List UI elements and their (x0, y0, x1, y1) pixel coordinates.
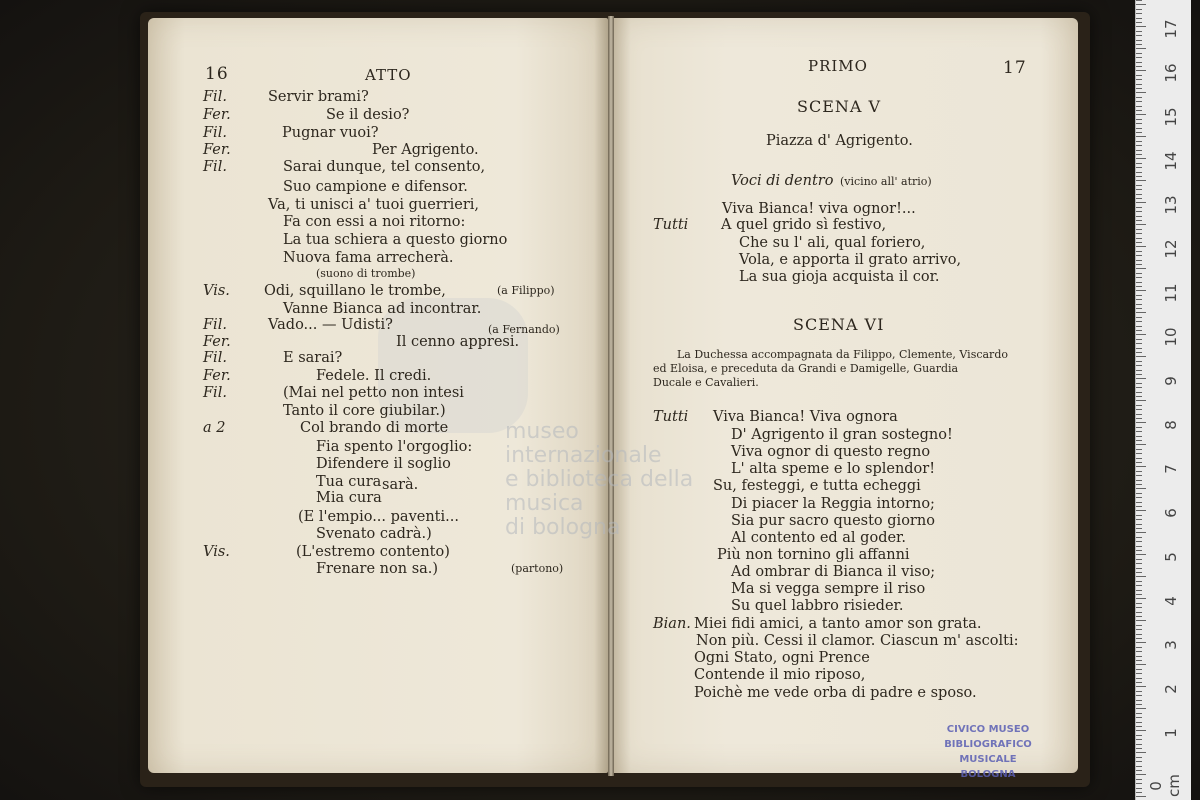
ruler-tick (1136, 88, 1142, 89)
verse-line: Odi, squillano le trombe, (264, 283, 446, 299)
ruler-tick (1136, 286, 1142, 287)
ruler-tick (1136, 757, 1142, 758)
ruler-tick (1136, 770, 1142, 771)
verse-line: Al contento ed al goder. (731, 530, 907, 546)
ruler-tick (1136, 739, 1142, 740)
verse-line: Svenato cadrà.) (316, 526, 432, 542)
ruler-tick (1136, 700, 1142, 701)
ruler-tick (1136, 682, 1142, 683)
ruler-tick (1136, 493, 1142, 494)
ruler-tick (1136, 172, 1142, 173)
verse-line: Fia spento l'orgoglio: (316, 439, 473, 455)
ruler-tick (1136, 462, 1142, 463)
ruler-tick (1136, 304, 1142, 305)
right-page-header: PRIMO (808, 57, 868, 75)
ruler-tick (1136, 664, 1146, 665)
ruler-number: 15 (1162, 107, 1180, 127)
ruler-tick (1136, 31, 1142, 32)
ruler-tick (1136, 409, 1142, 410)
ruler-tick (1136, 79, 1142, 80)
ruler-tick (1136, 427, 1142, 428)
scena-vi-desc-2: ed Eloisa, e preceduta da Grandi e Damigelle, Guardia (653, 362, 959, 375)
ruler-tick (1136, 106, 1142, 107)
ruler-tick (1136, 695, 1142, 696)
ruler-tick (1136, 629, 1142, 630)
ruler-number: 1 (1162, 728, 1180, 738)
ruler-tick (1136, 708, 1146, 709)
ruler-tick (1136, 541, 1142, 542)
ruler-tick (1136, 114, 1146, 115)
ruler-tick (1136, 436, 1142, 437)
ruler-tick (1136, 458, 1142, 459)
ruler-number: 12 (1162, 239, 1180, 259)
verse-line: La sua gioja acquista il cor. (739, 269, 940, 285)
ruler-tick (1136, 348, 1142, 349)
ruler-tick (1136, 180, 1146, 181)
ruler-number: 16 (1162, 63, 1180, 83)
verse-line: Il cenno appresi. (396, 334, 520, 350)
ruler-tick (1136, 563, 1142, 564)
verse-line: Che su l' ali, qual foriero, (739, 235, 926, 251)
ruler-tick (1136, 744, 1142, 745)
speaker-label: Fer. (203, 107, 231, 123)
ruler-tick (1136, 238, 1142, 239)
ruler-tick (1136, 405, 1142, 406)
ruler-tick (1136, 620, 1146, 621)
ruler-tick (1136, 581, 1142, 582)
ruler-tick (1136, 163, 1142, 164)
ruler-tick (1136, 603, 1142, 604)
verse-line: Servir brami? (268, 89, 369, 105)
speaker-label: Fil. (203, 385, 227, 401)
ruler-number: 13 (1162, 195, 1180, 215)
library-stamp (920, 722, 1056, 780)
stage-direction: (partono) (511, 562, 564, 575)
ruler-tick (1136, 598, 1146, 599)
book-gutter (608, 16, 614, 776)
verse-line: Sia pur sacro questo giorno (731, 513, 935, 529)
speaker-label: Vis. (203, 544, 230, 560)
ruler-tick (1136, 185, 1142, 186)
speaker-label: Fer. (203, 334, 231, 350)
stamp-line: BIBLIOGRAFICO MUSICALE (944, 739, 1032, 765)
verse-line: Va, ti unisci a' tuoi guerrieri, (268, 197, 480, 213)
ruler-tick (1136, 660, 1142, 661)
ruler-tick (1136, 546, 1142, 547)
ruler-tick (1136, 651, 1142, 652)
ruler-tick (1136, 9, 1142, 10)
ruler-tick (1136, 4, 1146, 5)
verse-line: Fedele. Il credi. (316, 368, 432, 384)
ruler-tick (1136, 572, 1142, 573)
verse-line: Vado... — Udisti? (268, 317, 393, 333)
verse-line: Su quel labbro risieder. (731, 598, 904, 614)
verse-line: L' alta speme e lo splendor! (731, 461, 936, 477)
ruler-number: 11 (1162, 283, 1180, 303)
ruler-tick (1136, 57, 1142, 58)
ruler-tick (1136, 559, 1142, 560)
ruler-tick (1136, 378, 1146, 379)
ruler-tick (1136, 282, 1142, 283)
ruler-tick (1136, 590, 1142, 591)
ruler-tick (1136, 264, 1142, 265)
verse-line: Ad ombrar di Bianca il viso; (731, 564, 936, 580)
ruler-tick (1136, 585, 1142, 586)
ruler-tick (1136, 642, 1146, 643)
ruler-tick (1136, 53, 1142, 54)
ruler-tick (1136, 251, 1142, 252)
ruler-tick (1136, 334, 1146, 335)
ruler-number: 3 (1162, 640, 1180, 650)
ruler-tick (1136, 766, 1142, 767)
ruler-tick (1136, 669, 1142, 670)
speaker-label: Fil. (203, 317, 227, 333)
ruler-tick (1136, 145, 1142, 146)
verse-line: (suono di trombe) (316, 267, 416, 280)
voci-note: (vicino all' atrio) (840, 175, 932, 188)
ruler-tick (1136, 207, 1142, 208)
ruler-tick (1136, 365, 1142, 366)
ruler-tick (1136, 532, 1146, 533)
ruler-tick (1136, 488, 1146, 489)
ruler-tick (1136, 158, 1146, 159)
ruler-number: 6 (1162, 508, 1180, 518)
ruler-tick (1136, 22, 1142, 23)
ruler-tick (1136, 312, 1146, 313)
ruler-tick (1136, 730, 1146, 731)
ruler-tick (1136, 70, 1146, 71)
stamp-line: CIVICO MUSEO (946, 724, 1030, 735)
ruler-tick (1136, 612, 1142, 613)
ruler-tick (1136, 136, 1146, 137)
stage-direction: (a Filippo) (497, 284, 555, 297)
ruler-tick (1136, 634, 1142, 635)
ruler-number: 5 (1162, 552, 1180, 562)
verse-line: (E l'empio... paventi... (298, 509, 459, 525)
ruler-tick (1136, 678, 1142, 679)
ruler-tick (1136, 141, 1142, 142)
ruler-tick (1136, 519, 1142, 520)
ruler-tick (1136, 506, 1142, 507)
ruler-tick (1136, 202, 1146, 203)
ruler-tick (1136, 691, 1142, 692)
ruler-tick (1136, 440, 1142, 441)
ruler-tick (1136, 383, 1142, 384)
ruler-tick (1136, 361, 1142, 362)
ruler-tick (1136, 625, 1142, 626)
ruler-tick (1136, 189, 1142, 190)
ruler-tick (1136, 92, 1146, 93)
speaker-label: Tutti (653, 217, 689, 233)
ruler-tick (1136, 480, 1142, 481)
ruler-tick (1136, 233, 1142, 234)
ruler-tick (1136, 528, 1142, 529)
ruler-tick (1136, 224, 1146, 225)
ruler-tick (1136, 792, 1142, 793)
ruler-tick (1136, 110, 1142, 111)
speaker-label: Fil. (203, 89, 227, 105)
verse-line: (Mai nel petto non intesi (283, 385, 464, 401)
ruler-tick (1136, 48, 1146, 49)
ruler-tick (1136, 154, 1142, 155)
ruler-tick (1136, 119, 1142, 120)
ruler-tick (1136, 0, 1142, 1)
ruler-tick (1136, 431, 1142, 432)
ruler-tick (1136, 40, 1142, 41)
ruler-tick (1136, 101, 1142, 102)
ruler-tick (1136, 321, 1142, 322)
ruler-tick (1136, 673, 1142, 674)
scena-vi-desc-1: La Duchessa accompagnata da Filippo, Clemente, Viscardo (677, 348, 1008, 361)
ruler-tick (1136, 198, 1142, 199)
measurement-ruler (1135, 0, 1191, 800)
ruler-tick (1136, 308, 1142, 309)
ruler-tick (1136, 453, 1142, 454)
ruler-tick (1136, 568, 1142, 569)
watermark-text (505, 419, 735, 540)
speaker-label: a 2 (203, 420, 226, 436)
verse-line: Frenare non sa.) (316, 561, 439, 577)
ruler-tick (1136, 686, 1146, 687)
ruler-tick (1136, 449, 1142, 450)
speaker-label: Fil. (203, 350, 227, 366)
ruler-tick (1136, 392, 1142, 393)
ruler-tick (1136, 62, 1142, 63)
ruler-tick (1136, 554, 1146, 555)
ruler-number: 14 (1162, 151, 1180, 171)
verse-line: Viva Bianca! viva ognor!... (722, 201, 916, 217)
verse-line: Viva ognor di questo regno (731, 444, 931, 460)
ruler-tick (1136, 748, 1142, 749)
ruler-tick (1136, 735, 1142, 736)
scena-vi-desc-3: Ducale e Cavalieri. (653, 376, 759, 389)
verse-line: Non più. Cessi il clamor. Ciascun m' ascolti: (696, 633, 1019, 649)
ruler-tick (1136, 374, 1142, 375)
ruler-tick (1136, 273, 1142, 274)
ruler-tick (1136, 132, 1142, 133)
ruler-tick (1136, 497, 1142, 498)
speaker-label: Fil. (203, 159, 227, 175)
watermark-line: di bologna (505, 515, 621, 540)
scena-v-place: Piazza d' Agrigento. (766, 133, 913, 149)
ruler-tick (1136, 211, 1142, 212)
verse-line: Difendere il soglio (316, 456, 451, 472)
ruler-tick (1136, 229, 1142, 230)
verse-line: Per Agrigento. (372, 142, 479, 158)
ruler-number: 17 (1162, 19, 1180, 39)
verse-line: Miei fidi amici, a tanto amor son grata. (694, 616, 982, 632)
verse-line: Ma si vegga sempre il riso (731, 581, 926, 597)
scena-vi-title: SCENA VI (793, 315, 885, 334)
ruler-tick (1136, 704, 1142, 705)
ruler-tick (1136, 75, 1142, 76)
ruler-tick (1136, 726, 1142, 727)
verse-line: Su, festeggi, e tutta echeggi (713, 478, 921, 494)
ruler-tick (1136, 343, 1142, 344)
ruler-tick (1136, 414, 1142, 415)
right-page-number: 17 (1003, 58, 1027, 78)
ruler-tick (1136, 26, 1146, 27)
verse-line: Mia cura (316, 490, 382, 506)
ruler-tick (1136, 150, 1142, 151)
ruler-tick (1136, 356, 1146, 357)
ruler-tick (1136, 796, 1146, 797)
ruler-tick (1136, 396, 1142, 397)
ruler-tick (1136, 550, 1142, 551)
ruler-tick (1136, 167, 1142, 168)
ruler-tick (1136, 484, 1142, 485)
ruler-tick (1136, 242, 1142, 243)
verse-line: Tanto il core giubilar.) (283, 403, 446, 419)
ruler-tick (1136, 647, 1142, 648)
scena-v-title: SCENA V (797, 97, 882, 116)
ruler-tick (1136, 752, 1146, 753)
verse-line: Nuova fama arrecherà. (283, 250, 454, 266)
ruler-tick (1136, 576, 1146, 577)
ruler-tick (1136, 761, 1142, 762)
speaker-label: Fil. (203, 125, 227, 141)
verse-line: Ogni Stato, ogni Prence (694, 650, 870, 666)
watermark-line: museo internazionale (505, 419, 662, 468)
ruler-tick (1136, 66, 1142, 67)
verse-line: E sarai? (283, 350, 343, 366)
ruler-tick (1136, 123, 1142, 124)
verse-line: Fa con essi a noi ritorno: (283, 214, 466, 230)
verse-line: Di piacer la Reggia intorno; (731, 496, 935, 512)
verse-line: Più non tornino gli affanni (717, 547, 910, 563)
ruler-tick (1136, 515, 1142, 516)
ruler-tick (1136, 466, 1146, 467)
ruler-tick (1136, 317, 1142, 318)
verse-line: Vola, e apporta il grato arrivo, (739, 252, 962, 268)
ruler-tick (1136, 510, 1146, 511)
verse-line: Contende il mio riposo, (694, 667, 866, 683)
ruler-number: 10 (1162, 327, 1180, 347)
ruler-tick (1136, 255, 1142, 256)
verse-line: Pugnar vuoi? (282, 125, 379, 141)
ruler-tick (1136, 502, 1142, 503)
ruler-tick (1136, 128, 1142, 129)
ruler-number: 7 (1162, 464, 1180, 474)
ruler-tick (1136, 194, 1142, 195)
ruler-tick (1136, 44, 1142, 45)
verse-line: Sarai dunque, tel consento, (283, 159, 486, 175)
speaker-label: Vis. (203, 283, 230, 299)
stamp-line: BOLOGNA (960, 769, 1016, 780)
ruler-tick (1136, 444, 1146, 445)
ruler-tick (1136, 330, 1142, 331)
ruler-tick (1136, 537, 1142, 538)
ruler-tick (1136, 722, 1142, 723)
verse-line: Viva Bianca! Viva ognora (713, 409, 898, 425)
verse-line: Col brando di morte (300, 420, 449, 436)
ruler-tick (1136, 370, 1142, 371)
ruler-tick (1136, 295, 1142, 296)
verse-line: D' Agrigento il gran sostegno! (731, 427, 953, 443)
left-page-header: ATTO (365, 66, 412, 84)
ruler-tick (1136, 299, 1142, 300)
verse-line: A quel grido sì festivo, (721, 217, 887, 233)
verse-line: Tua cura (316, 474, 382, 490)
ruler-tick (1136, 13, 1142, 14)
ruler-tick (1136, 422, 1146, 423)
ruler-tick (1136, 268, 1146, 269)
ruler-tick (1136, 607, 1142, 608)
ruler-tick (1136, 246, 1146, 247)
ruler-number: 4 (1162, 596, 1180, 606)
verse-line: Poichè me vede orba di padre e sposo. (694, 685, 977, 701)
speaker-label: Tutti (653, 409, 689, 425)
verse-line: Vanne Bianca ad incontrar. (283, 301, 482, 317)
ruler-tick (1136, 277, 1142, 278)
ruler-tick (1136, 352, 1142, 353)
left-page-number: 16 (205, 64, 229, 84)
ruler-tick (1136, 656, 1142, 657)
ruler-tick (1136, 717, 1142, 718)
ruler-tick (1136, 339, 1142, 340)
ruler-tick (1136, 18, 1142, 19)
ruler-tick (1136, 260, 1142, 261)
speaker-label: Fer. (203, 368, 231, 384)
ruler-tick (1136, 638, 1142, 639)
ruler-tick (1136, 84, 1142, 85)
ruler-tick (1136, 788, 1142, 789)
ruler-number: 0 cm (1147, 774, 1183, 797)
speaker-label: Fer. (203, 142, 231, 158)
ruler-tick (1136, 616, 1142, 617)
ruler-number: 9 (1162, 376, 1180, 386)
ruler-tick (1136, 713, 1142, 714)
verse-line: La tua schiera a questo giorno (283, 232, 508, 248)
ruler-number: 8 (1162, 420, 1180, 430)
ruler-number: 2 (1162, 684, 1180, 694)
ruler-tick (1136, 220, 1142, 221)
verse-line: Se il desio? (326, 107, 410, 123)
ruler-tick (1136, 326, 1142, 327)
ruler-tick (1136, 290, 1146, 291)
watermark-line: e biblioteca della musica (505, 467, 694, 516)
stage-direction: (a Fernando) (488, 323, 560, 336)
verse-line: Suo campione e difensor. (283, 179, 468, 195)
ruler-tick (1136, 387, 1142, 388)
ruler-tick (1136, 418, 1142, 419)
sara-brace-text: sarà. (382, 477, 419, 493)
ruler-tick (1136, 524, 1142, 525)
ruler-tick (1136, 594, 1142, 595)
voci-label: Voci di dentro (731, 173, 834, 189)
ruler-tick (1136, 779, 1142, 780)
ruler-tick (1136, 783, 1142, 784)
ruler-tick (1136, 400, 1146, 401)
ruler-tick (1136, 471, 1142, 472)
verse-line: (L'estremo contento) (296, 544, 450, 560)
ruler-tick (1136, 774, 1146, 775)
speaker-label: Bian. (653, 616, 691, 632)
ruler-tick (1136, 216, 1142, 217)
ruler-tick (1136, 35, 1142, 36)
ruler-tick (1136, 176, 1142, 177)
ruler-tick (1136, 475, 1142, 476)
ruler-tick (1136, 97, 1142, 98)
